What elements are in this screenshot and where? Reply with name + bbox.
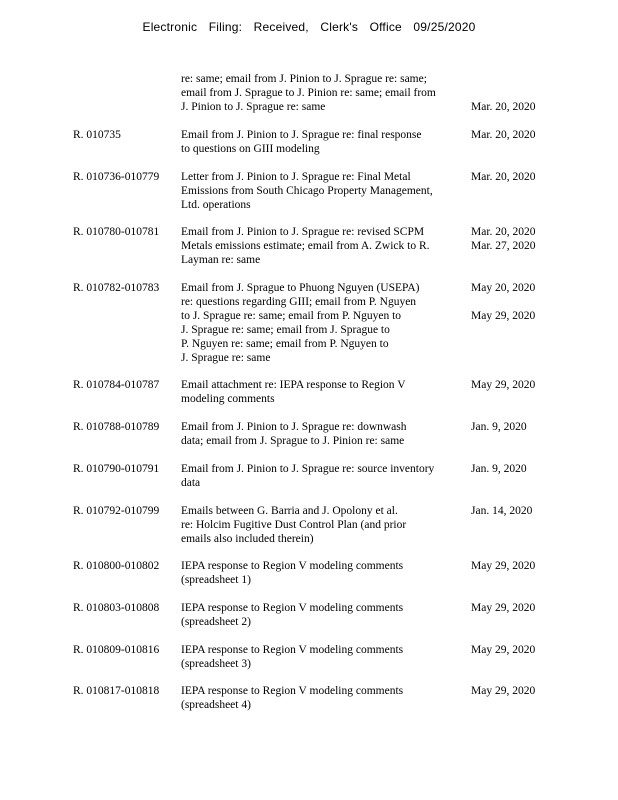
description-line: data (181, 477, 201, 489)
description-line: IEPA response to Region V modeling comments (181, 685, 404, 697)
record-date (471, 170, 581, 184)
record-reference: R. 010790-010791 (73, 463, 160, 475)
description-line: re: questions regarding GIII; email from P. Nguyen (181, 296, 417, 308)
record-description (181, 462, 471, 490)
record-date (471, 420, 581, 434)
description-line: IEPA response to Region V modeling comments (181, 560, 404, 572)
record-reference: R. 010817-010818 (73, 685, 160, 697)
record-description (181, 643, 471, 671)
record-reference: R. 010792-010799 (73, 505, 160, 517)
description-line: Email from J. Pinion to J. Sprague re: source inventory (181, 463, 435, 475)
description-line: (spreadsheet 2) (181, 616, 251, 628)
record-date (471, 504, 581, 518)
description-line: email from J. Sprague to J. Pinion re: same; email from (181, 87, 436, 99)
record-date (471, 559, 581, 573)
date-line: Mar. 20, 2020 (471, 226, 536, 238)
description-line: Letter from J. Pinion to J. Sprague re: Final Metal (181, 171, 411, 183)
record-description (181, 170, 471, 212)
date-line: May 29, 2020 (471, 560, 536, 572)
description-line: data; email from J. Sprague to J. Pinion re: same (181, 435, 405, 447)
description-line: re: same; email from J. Pinion to J. Sprague re: same; (181, 73, 427, 85)
record-date (471, 281, 581, 323)
description-line: Metals emissions estimate; email from A. Zwick to R. (181, 240, 430, 252)
description-line: emails also included therein) (181, 533, 314, 545)
description-line: Email from J. Pinion to J. Sprague re: revised SCPM (181, 226, 425, 238)
date-line: Jan. 14, 2020 (471, 505, 533, 517)
description-line: IEPA response to Region V modeling comments (181, 644, 404, 656)
description-line: Email attachment re: IEPA response to Region V (181, 379, 406, 391)
date-line (471, 86, 581, 100)
description-line: modeling comments (181, 393, 275, 405)
date-line: May 20, 2020 (471, 282, 536, 294)
date-line: Mar. 20, 2020 (471, 171, 536, 183)
record-reference: R. 010800-010802 (73, 560, 160, 572)
description-line: (spreadsheet 1) (181, 574, 251, 586)
record-description (181, 504, 471, 546)
record-reference: R. 010780-010781 (73, 226, 160, 238)
record-reference: R. 010782-010783 (73, 282, 160, 294)
record-description (181, 281, 471, 365)
record-reference: R. 010736-010779 (73, 171, 160, 183)
record-reference: R. 010788-010789 (73, 421, 160, 433)
record-description (181, 378, 471, 406)
date-line: May 29, 2020 (471, 644, 536, 656)
description-line: Email from J. Pinion to J. Sprague re: final response (181, 129, 422, 141)
date-line: Jan. 9, 2020 (471, 421, 527, 433)
description-line: Email from J. Pinion to J. Sprague re: downwash (181, 421, 407, 433)
description-line: P. Nguyen re: same; email from P. Nguyen to (181, 338, 389, 350)
record-description (181, 601, 471, 629)
record-date (471, 378, 581, 392)
record-description (181, 225, 471, 267)
record-date (471, 684, 581, 698)
date-line: May 29, 2020 (471, 310, 536, 322)
date-line: May 29, 2020 (471, 602, 536, 614)
description-line: Emissions from South Chicago Property Management, (181, 185, 433, 197)
date-line: Mar. 20, 2020 (471, 101, 536, 113)
record-date (471, 462, 581, 476)
record-reference: R. 010803-010808 (73, 602, 160, 614)
date-line: May 29, 2020 (471, 379, 536, 391)
date-line: May 29, 2020 (471, 685, 536, 697)
record-description (181, 684, 471, 712)
record-date (471, 72, 581, 114)
description-line: J. Sprague re: same; email from J. Sprague to (181, 324, 390, 336)
date-line: Mar. 20, 2020 (471, 129, 536, 141)
description-line: J. Pinion to J. Sprague re: same (181, 101, 326, 113)
record-reference: R. 010735 (73, 129, 121, 141)
description-line: Layman re: same (181, 254, 261, 266)
description-line: to J. Sprague re: same; email from P. Nguyen to (181, 310, 402, 322)
description-line: re: Holcim Fugitive Dust Control Plan (and prior (181, 519, 407, 531)
record-date (471, 225, 581, 253)
description-line: (spreadsheet 3) (181, 658, 251, 670)
description-line: J. Sprague re: same (181, 352, 271, 364)
date-line: Jan. 9, 2020 (471, 463, 527, 475)
description-line: (spreadsheet 4) (181, 699, 251, 711)
record-description (181, 559, 471, 587)
record-description (181, 128, 471, 156)
description-line: Email from J. Sprague to Phuong Nguyen (USEPA) (181, 282, 420, 294)
record-reference: R. 010784-010787 (73, 379, 160, 391)
record-date (471, 601, 581, 615)
description-line: Ltd. operations (181, 199, 251, 211)
record-description (181, 420, 471, 448)
description-line: Emails between G. Barria and J. Opolony et al. (181, 505, 398, 517)
description-line: IEPA response to Region V modeling comments (181, 602, 404, 614)
date-line (471, 72, 581, 86)
date-line (471, 295, 581, 309)
description-line: to questions on GIII modeling (181, 143, 320, 155)
record-description (181, 72, 471, 114)
record-date (471, 643, 581, 657)
filing-header: Electronic Filing: Received, Clerk's Office 09/25/2020 (142, 20, 476, 34)
date-line: Mar. 27, 2020 (471, 240, 536, 252)
record-date (471, 128, 581, 142)
record-reference: R. 010809-010816 (73, 644, 160, 656)
